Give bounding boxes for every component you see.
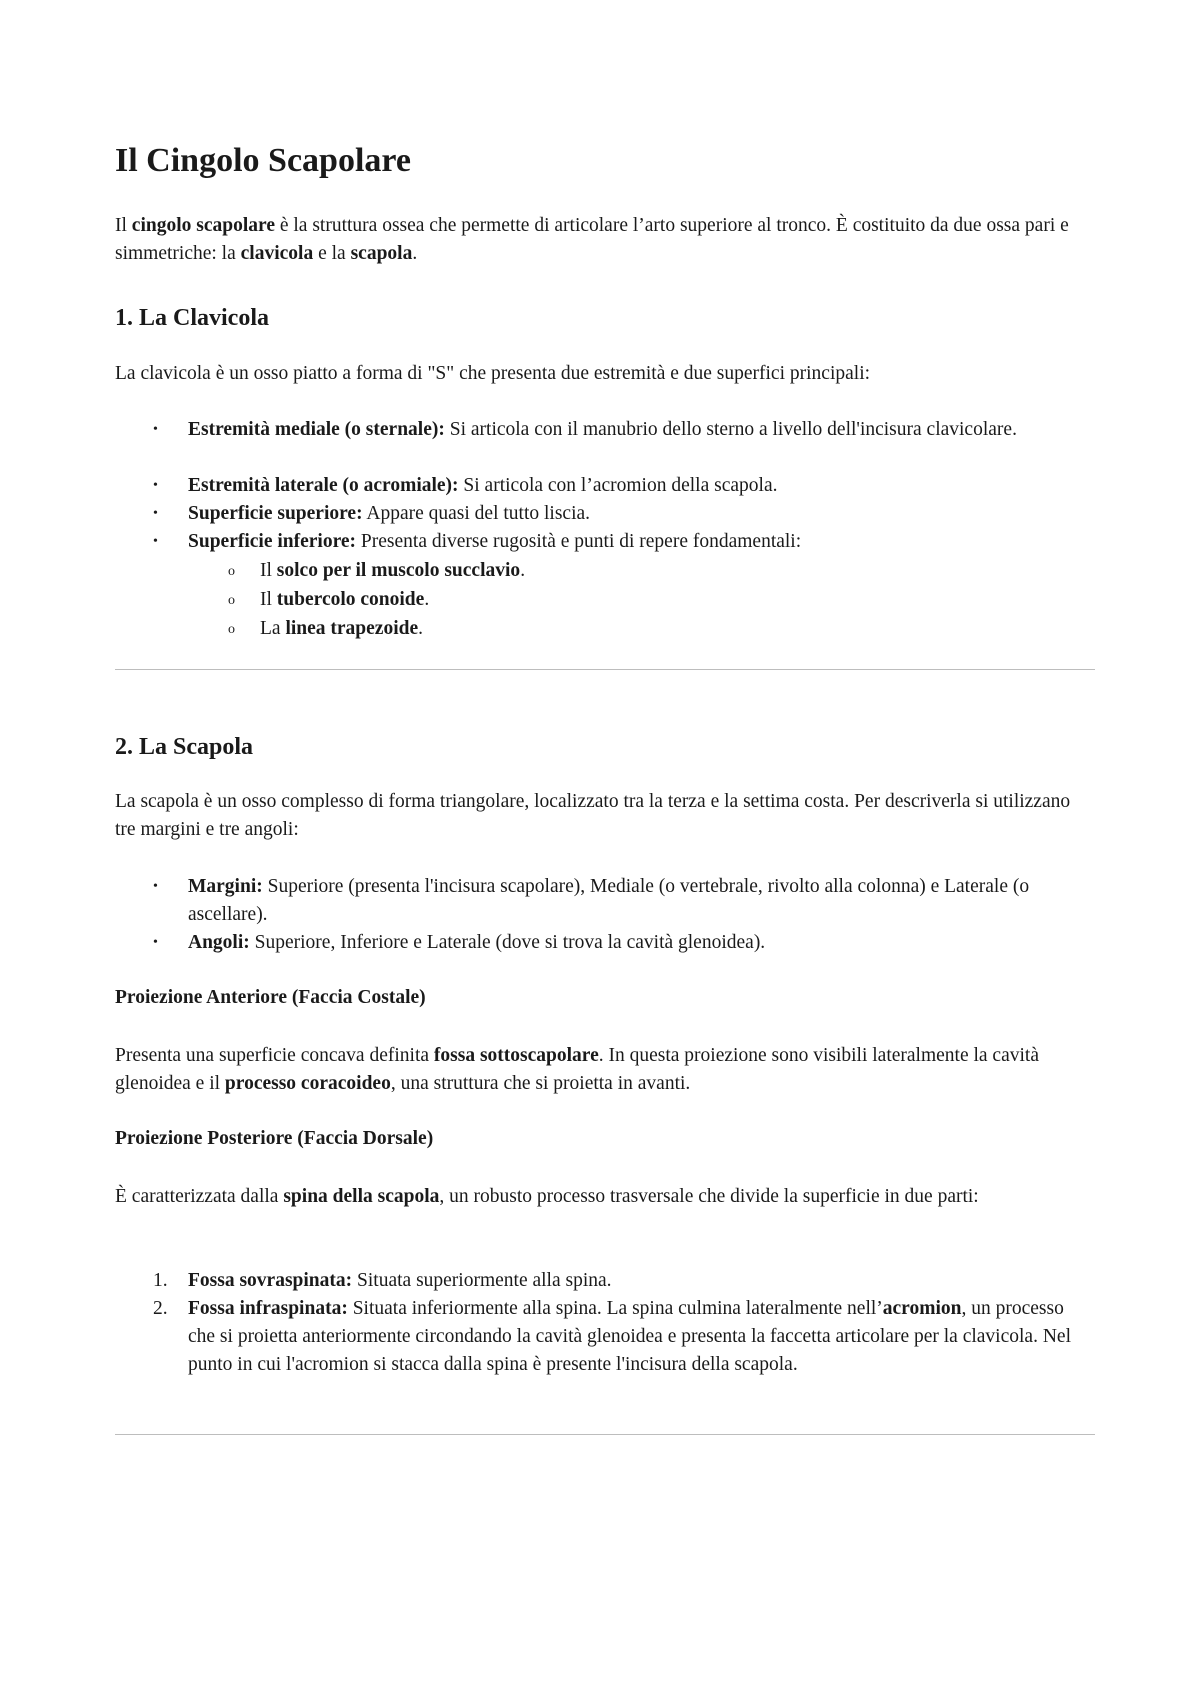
list-item: • Estremità laterale (o acromiale): Si articola con l’acromion della scapola. <box>188 472 1088 500</box>
list-item: • Superficie inferiore: Presenta diverse rugosità e punti di repere fondamentali: <box>188 528 1088 556</box>
list-item: • Margini: Superiore (presenta l'incisura scapolare), Mediale (o vertebrale, rivolto alla colonna) e Laterale (o ascellare). <box>188 873 1088 929</box>
section-divider <box>115 1434 1095 1435</box>
list-item: • Estremità mediale (o sternale): Si articola con il manubrio dello sterno a livello dell'incisura clavicolare. <box>188 416 1088 444</box>
clavicola-description: La clavicola è un osso piatto a forma di "S" che presenta due estremità e due superfici principali: <box>115 363 871 384</box>
sub-list-item: o Il solco per il muscolo succlavio. <box>260 557 1060 585</box>
bullet-icon: • <box>153 422 158 437</box>
sub-list-item: o Il tubercolo conoide. <box>260 586 1060 614</box>
item-number: 2. <box>153 1298 168 1319</box>
bullet-icon: • <box>153 879 158 894</box>
anterior-paragraph: Presenta una superficie concava definita fossa sottoscapolare. In questa proiezione sono visibili lateralmente la cavità glenoidea e il processo coracoideo, una struttura che si proietta in avanti. <box>115 1045 1039 1094</box>
numbered-item: 1. Fossa sovraspinata: Situata superiormente alla spina. <box>188 1267 1088 1295</box>
posterior-paragraph: È caratterizzata dalla spina della scapola, un robusto processo trasversale che divide la superficie in due parti: <box>115 1186 979 1207</box>
numbered-item: 2. Fossa infraspinata: Situata inferiormente alla spina. La spina culmina lateralmente nell’acromion, un processo che si proietta anteriormente circondando la cavità glenoidea e presenta la faccetta articolare per la clavicola. Nel punto in cui l'acromion si stacca dalla spina è presente l'incisura della scapola. <box>188 1295 1088 1379</box>
scapola-description: La scapola è un osso complesso di forma triangolare, localizzato tra la terza e la settima costa. Per descriverla si utilizzano tre margini e tre angoli: <box>115 791 1071 840</box>
section-divider <box>115 669 1095 670</box>
list-item: • Angoli: Superiore, Inferiore e Laterale (dove si trova la cavità glenoidea). <box>188 929 1088 957</box>
bullet-icon: • <box>153 506 158 521</box>
sub-bullet-icon: o <box>228 593 235 608</box>
subheading-anterior: Proiezione Anteriore (Faccia Costale) <box>115 987 426 1008</box>
section-heading-scapola: 2. La Scapola <box>115 734 254 760</box>
document-title: Il Cingolo Scapolare <box>115 142 411 179</box>
bullet-icon: • <box>153 478 158 493</box>
sub-list-item: o La linea trapezoide. <box>260 615 1060 643</box>
sub-bullet-icon: o <box>228 564 235 579</box>
intro-paragraph: Il cingolo scapolare è la struttura ossea che permette di articolare l’arto superiore al tronco. È costituito da due ossa pari e simmetriche: la clavicola e la scapola. <box>115 215 1069 264</box>
sub-bullet-icon: o <box>228 622 235 637</box>
section-heading-clavicola: 1. La Clavicola <box>115 305 269 331</box>
subheading-posterior: Proiezione Posteriore (Faccia Dorsale) <box>115 1128 434 1149</box>
bullet-icon: • <box>153 935 158 950</box>
item-number: 1. <box>153 1270 168 1291</box>
bullet-icon: • <box>153 534 158 549</box>
list-item: • Superficie superiore: Appare quasi del tutto liscia. <box>188 500 1088 528</box>
